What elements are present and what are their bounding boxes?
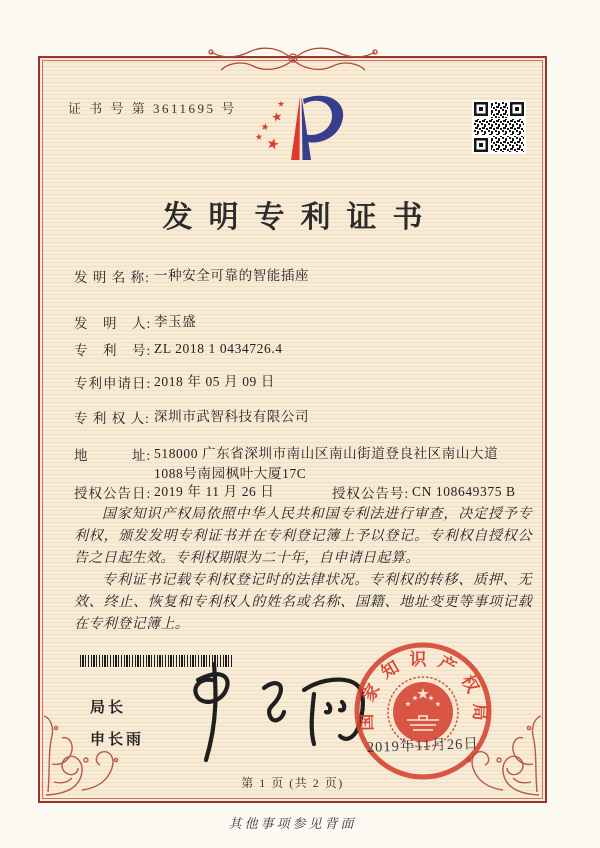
certificate-title: 发明专利证书 <box>162 201 439 234</box>
field-label: 地 址: <box>74 448 152 463</box>
field-value: CN 108649375 B <box>412 484 516 499</box>
back-note: 其他事项参见背面 <box>228 816 357 831</box>
seal-date: 2019年11月26日 <box>366 736 480 756</box>
field-value: 一种安全可靠的智能插座 <box>154 268 310 283</box>
field-grant-row <box>74 482 519 502</box>
field-value: ZL 2018 1 0434726.4 <box>154 341 283 356</box>
field-label: 授权公告号: <box>332 486 410 501</box>
page-number: 第 1 页 (共 2 页) <box>241 776 344 790</box>
qr-code-icon <box>472 100 526 154</box>
field-value: 2019 年 11 月 26 日 <box>154 484 275 499</box>
corner-ornament-right-icon <box>447 697 543 799</box>
field-value: 李玉盛 <box>154 314 197 329</box>
legal-paragraph-2: 专利证书记载专利权登记时的法律状况。专利权的转移、质押、无效、终止、恢复和专利权人的姓名或名称、国籍、地址变更等事项记载在专利登记簿上。 <box>74 573 532 632</box>
field-patent-number <box>74 339 519 359</box>
field-invention-name <box>74 266 519 286</box>
seal-agency-text: 国家知识产权局 <box>356 649 490 731</box>
field-patentee <box>74 407 519 427</box>
field-label: 专 利 号: <box>74 343 152 358</box>
top-ornament-icon <box>183 44 403 76</box>
field-label: 发 明 名 称: <box>74 270 150 285</box>
field-application-date <box>74 372 519 392</box>
legal-text <box>74 504 532 636</box>
legal-paragraph-1: 国家知识产权局依照中华人民共和国专利法进行审查，决定授予专利权，颁发发明专利证书并在专利登记簿上予以登记。专利权自授权公告之日起生效。专利权期限为二十年，自申请日起算。 <box>74 507 532 566</box>
field-label: 发 明 人: <box>74 316 152 331</box>
certificate-frame <box>38 56 547 803</box>
field-value: 518000 广东省深圳市南山区南山街道登良社区南山大道1088号南园枫叶大厦17C <box>154 446 499 481</box>
field-label: 授权公告日: <box>74 486 152 501</box>
field-address <box>74 444 519 484</box>
field-label: 专 利 权 人: <box>74 411 150 426</box>
field-value: 深圳市武智科技有限公司 <box>154 409 310 424</box>
field-label: 专利申请日: <box>74 376 152 391</box>
director-name: 申长雨 <box>90 731 145 748</box>
corner-ornament-left-icon <box>42 697 138 799</box>
field-value: 2018 年 05 月 09 日 <box>154 374 275 389</box>
field-grant-number <box>332 482 516 502</box>
cnipa-logo-icon <box>250 92 348 168</box>
field-inventor <box>74 312 519 332</box>
director-title: 局长 <box>90 699 127 716</box>
certificate-number: 证 书 号 第 3611695 号 <box>68 101 237 116</box>
